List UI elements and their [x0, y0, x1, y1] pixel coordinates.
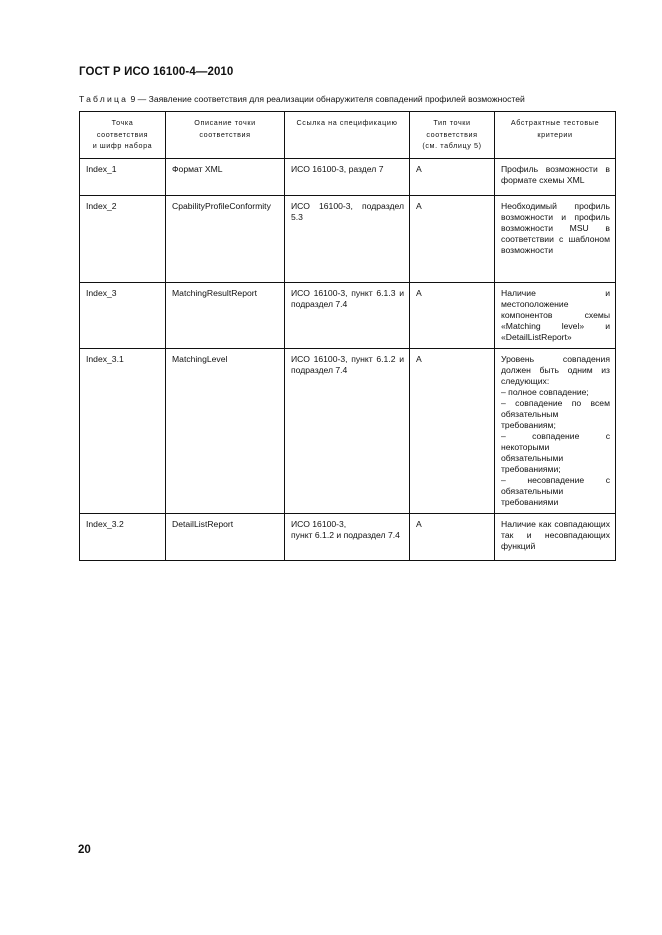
table-caption-label: Таблица	[79, 94, 129, 104]
cell-description: DetailListReport	[166, 514, 285, 561]
cell-criteria-line: Уровень совпадения должен быть одним из следующих:	[501, 354, 610, 386]
cell-description: MatchingResultReport	[166, 283, 285, 349]
cell-reference	[285, 349, 410, 514]
column-header-line: Описание точки	[194, 118, 256, 127]
cell-criteria	[495, 283, 616, 349]
cell-type: A	[410, 159, 495, 196]
column-header-line: Абстрактные тестовые	[510, 118, 600, 127]
cell-type: A	[410, 514, 495, 561]
cell-reference-line: ИСО 16100-3,	[291, 519, 347, 529]
column-header-line: Точка	[111, 118, 134, 127]
page-number: 20	[78, 844, 91, 856]
cell-reference	[285, 196, 410, 283]
cell-point: Index_3.2	[80, 514, 166, 561]
column-header-line: соответствия	[426, 129, 478, 139]
cell-criteria	[495, 159, 616, 196]
table-body	[80, 159, 616, 561]
cell-criteria-line: – совпадение по всем обязательным требованиям;	[501, 398, 610, 430]
table-row	[80, 196, 616, 283]
cell-reference	[285, 514, 410, 561]
column-header-1	[166, 112, 285, 159]
table-caption-text: 9 — Заявление соответствия для реализации обнаружителя совпадений профилей возможностей	[128, 94, 525, 104]
cell-point: Index_3	[80, 283, 166, 349]
table-row	[80, 283, 616, 349]
cell-reference-line: пункт 6.1.2 и подраздел 7.4	[291, 530, 400, 540]
column-header-line: соответствия	[96, 129, 149, 139]
cell-reference-line: ИСО 16100-3, пункт 6.1.3 и подраздел 7.4	[291, 288, 404, 309]
document-header: ГОСТ Р ИСО 16100-4—2010	[79, 66, 234, 78]
cell-type: A	[410, 349, 495, 514]
table-header-row	[80, 112, 616, 159]
cell-criteria	[495, 349, 616, 514]
column-header-3	[410, 112, 495, 159]
column-header-line: Ссылка на спецификацию	[296, 118, 398, 127]
column-header-4	[495, 112, 616, 159]
column-header-line: (см. таблицу 5)	[422, 141, 482, 150]
cell-reference	[285, 159, 410, 196]
table-row	[80, 349, 616, 514]
cell-criteria	[495, 196, 616, 283]
table-row	[80, 159, 616, 196]
cell-point: Index_3.1	[80, 349, 166, 514]
cell-point: Index_2	[80, 196, 166, 283]
cell-description: MatchingLevel	[166, 349, 285, 514]
column-header-line: соответствия	[199, 129, 251, 139]
cell-point: Index_1	[80, 159, 166, 196]
cell-criteria-line: Необходимый профиль возможности и профиль возможности MSU в соответствии с шаблоном возможности	[501, 201, 610, 255]
cell-criteria-line: – совпадение с некоторыми обязательными требованиями;	[501, 431, 610, 474]
cell-reference	[285, 283, 410, 349]
cell-criteria	[495, 514, 616, 561]
table-caption	[79, 94, 619, 104]
cell-description: CpabilityProfileConformity	[166, 196, 285, 283]
cell-criteria-line: – полное совпадение;	[501, 387, 589, 397]
cell-description: Формат XML	[166, 159, 285, 196]
column-header-0	[80, 112, 166, 159]
cell-reference-line: ИСО 16100-3, подраздел 5.3	[291, 201, 404, 222]
cell-type: A	[410, 196, 495, 283]
cell-criteria-line: – несовпадение с обязательными требованиями	[501, 475, 610, 507]
cell-criteria-line: Наличие как совпадающих так и несовпадающих функций	[501, 519, 610, 551]
column-header-line: критерии	[537, 129, 573, 139]
table-row	[80, 514, 616, 561]
column-header-2	[285, 112, 410, 159]
conformance-table	[79, 111, 616, 561]
cell-type: A	[410, 283, 495, 349]
column-header-line: Тип точки	[433, 118, 471, 127]
cell-criteria-line: Профиль возможности в формате схемы XML	[501, 164, 610, 185]
cell-reference-line: ИСО 16100-3, раздел 7	[291, 164, 384, 174]
cell-criteria-line: Наличие и местоположение компонентов схемы «Matching level» и «DetailListReport»	[501, 288, 610, 342]
cell-reference-line: ИСО 16100-3, пункт 6.1.2 и подраздел 7.4	[291, 354, 404, 375]
column-header-line: и шифр набора	[92, 141, 153, 150]
